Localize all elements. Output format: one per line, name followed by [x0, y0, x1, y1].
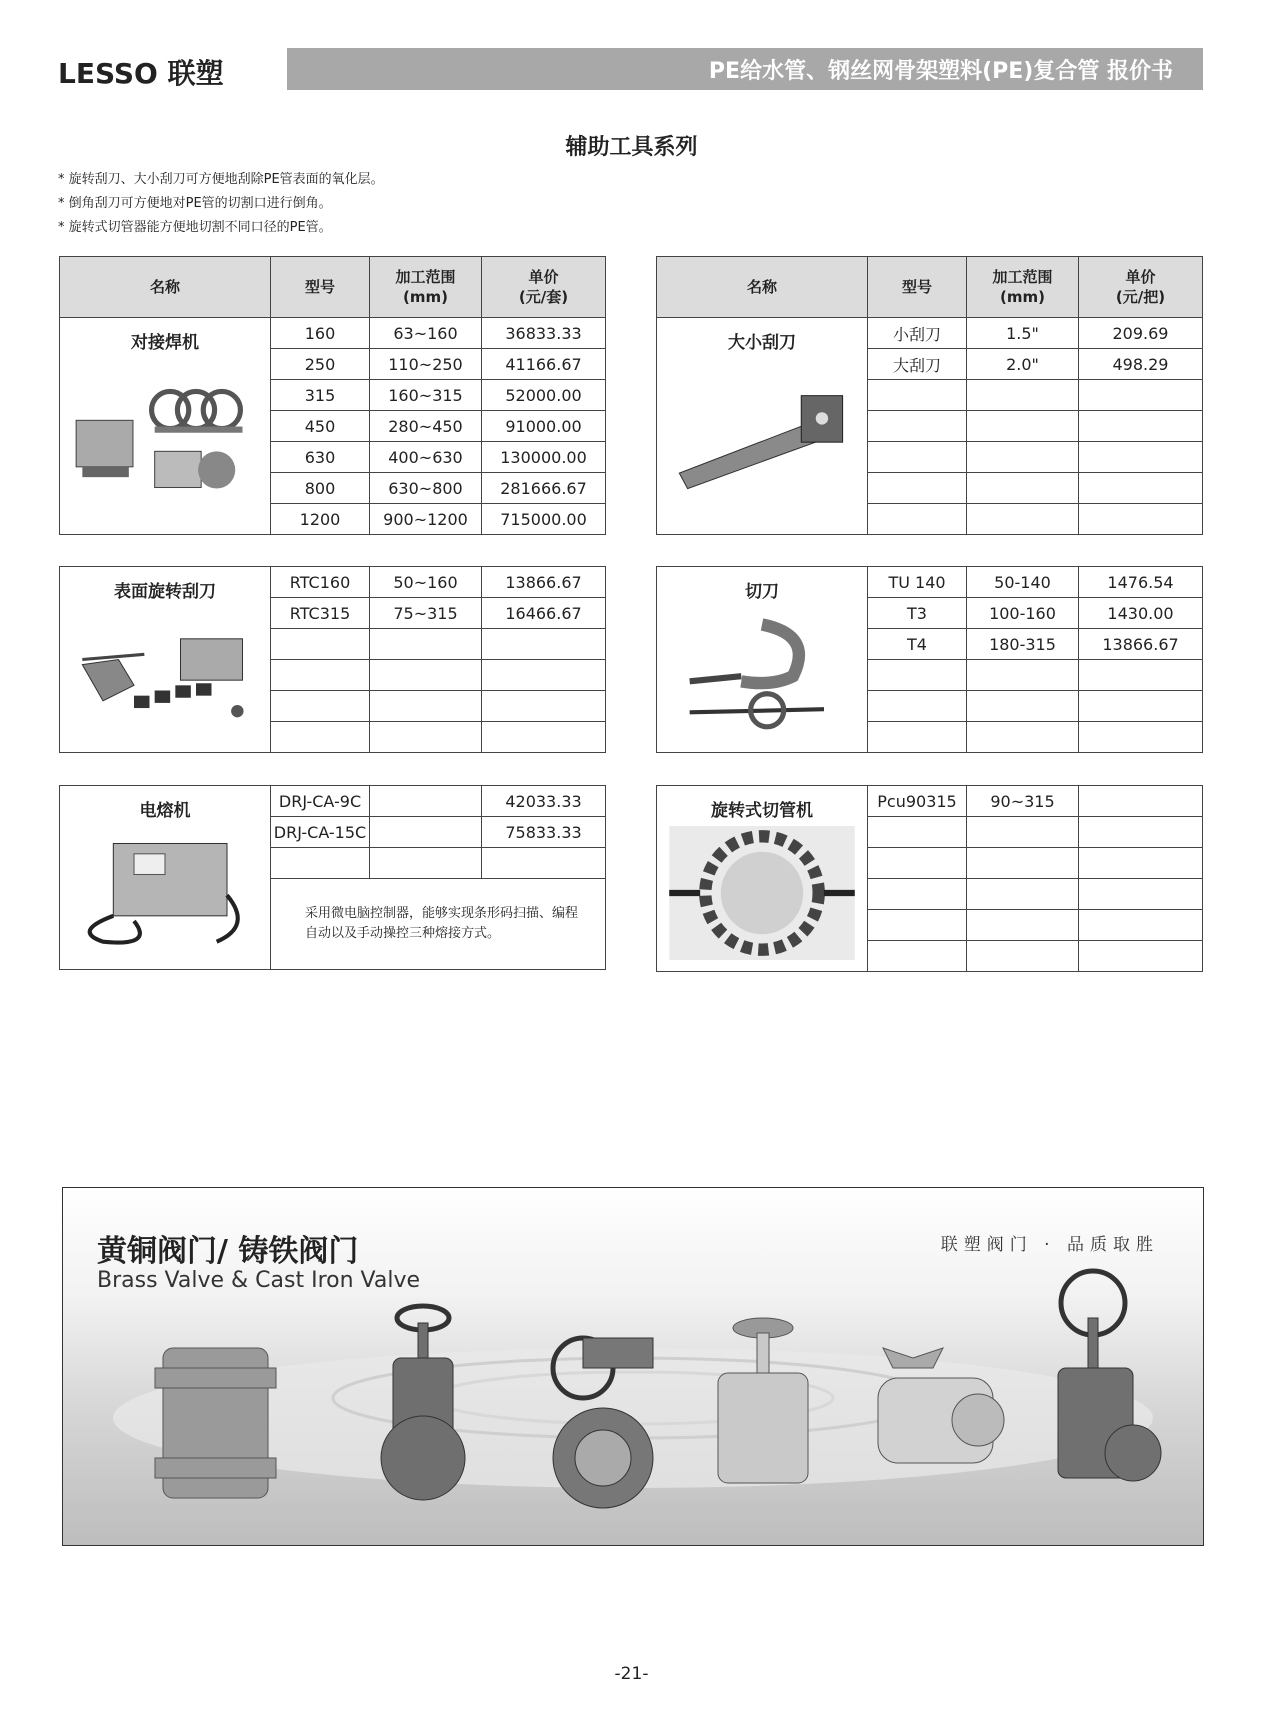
- note-line: * 旋转式切管器能方便地切割不同口径的PE管。: [58, 220, 332, 235]
- price-cell: 13866.67: [1079, 629, 1203, 660]
- table-row: [657, 318, 1203, 349]
- price-cell: 498.29: [1079, 349, 1203, 380]
- col-header-range: [370, 257, 482, 318]
- range-cell: 63~160: [370, 318, 482, 349]
- model-cell: Pcu90315: [868, 786, 967, 817]
- range-cell: [370, 848, 482, 879]
- price-cell: [1079, 722, 1203, 753]
- lesso-logo: LESSO 联塑: [58, 57, 224, 90]
- model-cell: [868, 442, 967, 473]
- price-cell: [1079, 910, 1203, 941]
- range-cell: 50-140: [967, 567, 1079, 598]
- table-row: [60, 318, 606, 349]
- range-cell: [967, 380, 1079, 411]
- header-text: 加工范围: [992, 268, 1053, 286]
- price-cell: [1079, 442, 1203, 473]
- scraper-table: [656, 256, 1203, 535]
- model-cell: 160: [271, 318, 370, 349]
- col-header-model: 型号: [868, 257, 967, 318]
- model-cell: [271, 848, 370, 879]
- range-cell: 50~160: [370, 567, 482, 598]
- price-cell: [482, 660, 606, 691]
- cutter-product-image: [669, 607, 855, 735]
- model-cell: 800: [271, 473, 370, 504]
- product-name: 旋转式切管机: [711, 801, 813, 821]
- range-cell: [967, 504, 1079, 535]
- model-cell: 大刮刀: [868, 349, 967, 380]
- header-text: 单价: [528, 268, 559, 286]
- price-cell: 42033.33: [482, 786, 606, 817]
- range-cell: [967, 817, 1079, 848]
- model-cell: RTC160: [271, 567, 370, 598]
- header-unit: (元/套): [518, 288, 569, 306]
- range-cell: [967, 722, 1079, 753]
- header-unit: (mm): [403, 288, 448, 306]
- model-cell: [868, 504, 967, 535]
- electrofusion-table: [59, 785, 606, 970]
- model-cell: 315: [271, 380, 370, 411]
- price-cell: [1079, 879, 1203, 910]
- price-cell: 91000.00: [482, 411, 606, 442]
- col-header-price: [482, 257, 606, 318]
- electrofusion-product-image: [72, 828, 258, 952]
- col-header-model: 型号: [271, 257, 370, 318]
- model-cell: 小刮刀: [868, 318, 967, 349]
- price-cell: [482, 629, 606, 660]
- model-cell: T3: [868, 598, 967, 629]
- range-cell: [967, 910, 1079, 941]
- price-cell: [482, 848, 606, 879]
- range-cell: [967, 411, 1079, 442]
- rotary-cutter-product-image: [669, 826, 855, 960]
- price-cell: [1079, 411, 1203, 442]
- table-row: [60, 786, 606, 817]
- model-cell: DRJ-CA-9C: [271, 786, 370, 817]
- scraper-product-image: [669, 362, 855, 512]
- product-name: 大小刮刀: [728, 333, 796, 353]
- price-cell: [1079, 473, 1203, 504]
- section-title: 辅助工具系列: [565, 135, 698, 160]
- butt-welder-table: [59, 256, 606, 535]
- header-unit: (元/把): [1115, 288, 1166, 306]
- price-cell: [1079, 941, 1203, 972]
- model-cell: [868, 941, 967, 972]
- product-name-cell: [60, 318, 271, 535]
- range-cell: [967, 473, 1079, 504]
- range-cell: 100-160: [967, 598, 1079, 629]
- range-cell: 2.0": [967, 349, 1079, 380]
- model-cell: T4: [868, 629, 967, 660]
- product-name-cell: [60, 786, 271, 970]
- range-cell: [370, 691, 482, 722]
- banner-title-en: Brass Valve & Cast Iron Valve: [97, 1268, 421, 1293]
- price-cell: [1079, 691, 1203, 722]
- range-cell: [967, 442, 1079, 473]
- table-row: [657, 786, 1203, 817]
- price-cell: [1079, 786, 1203, 817]
- banner-slogan: 联塑阀门 · 品质取胜: [940, 1235, 1159, 1255]
- model-cell: [868, 691, 967, 722]
- rotary-scraper-product-image: [72, 613, 258, 737]
- price-cell: 1476.54: [1079, 567, 1203, 598]
- model-cell: [868, 817, 967, 848]
- model-cell: [868, 879, 967, 910]
- price-cell: [482, 722, 606, 753]
- product-name-cell: [657, 786, 868, 972]
- model-cell: [868, 722, 967, 753]
- notes: [58, 168, 384, 240]
- product-name: 表面旋转刮刀: [114, 582, 216, 602]
- butt-welder-product-image: [72, 366, 258, 516]
- rotary-cutter-table: [656, 785, 1203, 972]
- product-name-cell: [60, 567, 271, 753]
- price-cell: 41166.67: [482, 349, 606, 380]
- model-cell: [868, 411, 967, 442]
- model-cell: [868, 848, 967, 879]
- range-cell: [967, 941, 1079, 972]
- price-cell: 13866.67: [482, 567, 606, 598]
- product-name: 电熔机: [139, 801, 191, 821]
- model-cell: [271, 691, 370, 722]
- range-cell: 75~315: [370, 598, 482, 629]
- table-row: [60, 567, 606, 598]
- price-cell: 209.69: [1079, 318, 1203, 349]
- model-cell: 450: [271, 411, 370, 442]
- price-cell: 16466.67: [482, 598, 606, 629]
- range-cell: 1.5": [967, 318, 1079, 349]
- price-cell: 1430.00: [1079, 598, 1203, 629]
- cutter-table: [656, 566, 1203, 753]
- model-cell: [868, 473, 967, 504]
- banner-title-cn: 黄铜阀门/ 铸铁阀门: [97, 1234, 359, 1269]
- range-cell: [370, 629, 482, 660]
- model-cell: TU 140: [868, 567, 967, 598]
- model-cell: [868, 380, 967, 411]
- rotary-scraper-table: [59, 566, 606, 753]
- price-cell: [1079, 848, 1203, 879]
- col-header-range: [967, 257, 1079, 318]
- price-cell: [1079, 817, 1203, 848]
- header-bar: [287, 48, 1203, 90]
- range-cell: [967, 660, 1079, 691]
- product-name: 切刀: [745, 582, 779, 602]
- price-cell: [1079, 660, 1203, 691]
- range-cell: [370, 660, 482, 691]
- note-line: * 倒角刮刀可方便地对PE管的切割口进行倒角。: [58, 196, 332, 211]
- price-cell: 36833.33: [482, 318, 606, 349]
- document-title: PE给水管、钢丝网骨架塑料(PE)复合管 报价书: [708, 59, 1173, 84]
- price-cell: [482, 691, 606, 722]
- model-cell: [271, 629, 370, 660]
- range-cell: 90~315: [967, 786, 1079, 817]
- model-cell: RTC315: [271, 598, 370, 629]
- header-unit: (mm): [1000, 288, 1045, 306]
- model-cell: 1200: [271, 504, 370, 535]
- price-cell: [1079, 380, 1203, 411]
- range-cell: [370, 817, 482, 848]
- header-text: 加工范围: [395, 268, 456, 286]
- model-cell: 250: [271, 349, 370, 380]
- product-name: 对接焊机: [131, 333, 199, 353]
- range-cell: [370, 786, 482, 817]
- model-cell: [271, 722, 370, 753]
- page-number: -21-: [614, 1664, 649, 1684]
- range-cell: [967, 691, 1079, 722]
- model-cell: [868, 910, 967, 941]
- col-header-price: [1079, 257, 1203, 318]
- range-cell: 160~315: [370, 380, 482, 411]
- range-cell: [967, 848, 1079, 879]
- product-description: 采用微电脑控制器，能够实现条形码扫描、编程自动以及手动操控三种熔接方式。: [271, 879, 606, 970]
- price-cell: [1079, 504, 1203, 535]
- col-header-name: 名称: [60, 257, 271, 318]
- range-cell: [370, 722, 482, 753]
- product-name-cell: [657, 318, 868, 535]
- valve-banner: [62, 1187, 1204, 1546]
- range-cell: [967, 879, 1079, 910]
- price-cell: 715000.00: [482, 504, 606, 535]
- model-cell: 630: [271, 442, 370, 473]
- price-cell: 52000.00: [482, 380, 606, 411]
- range-cell: 630~800: [370, 473, 482, 504]
- range-cell: 110~250: [370, 349, 482, 380]
- range-cell: 180-315: [967, 629, 1079, 660]
- price-cell: 75833.33: [482, 817, 606, 848]
- note-line: * 旋转刮刀、大小刮刀可方便地刮除PE管表面的氧化层。: [58, 172, 384, 187]
- range-cell: 900~1200: [370, 504, 482, 535]
- range-cell: 400~630: [370, 442, 482, 473]
- valve-products-illustration: [63, 1188, 1203, 1545]
- model-cell: DRJ-CA-15C: [271, 817, 370, 848]
- model-cell: [271, 660, 370, 691]
- price-cell: 281666.67: [482, 473, 606, 504]
- price-cell: 130000.00: [482, 442, 606, 473]
- range-cell: 280~450: [370, 411, 482, 442]
- col-header-name: 名称: [657, 257, 868, 318]
- header-text: 单价: [1125, 268, 1156, 286]
- table-row: [657, 567, 1203, 598]
- model-cell: [868, 660, 967, 691]
- product-name-cell: [657, 567, 868, 753]
